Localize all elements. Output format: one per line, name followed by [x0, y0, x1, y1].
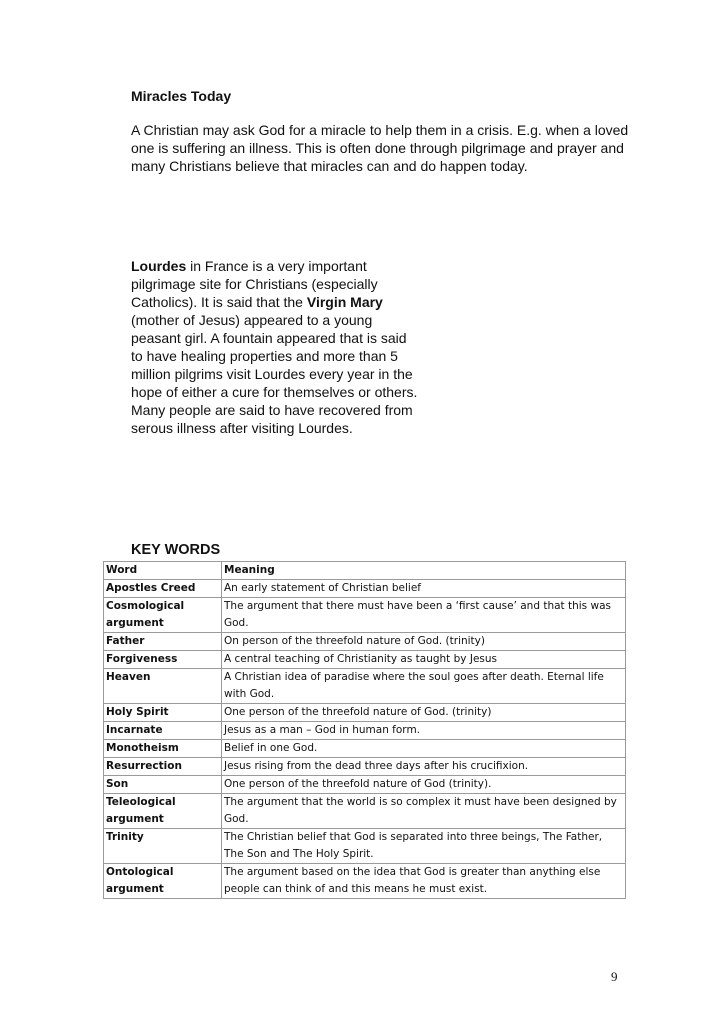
key-word: Incarnate	[104, 722, 222, 740]
intro-paragraph: A Christian may ask God for a miracle to help them in a crisis. E.g. when a loved one is suffering an illness. This is often done through pilgrimage and prayer and many Christians believe that miracles can and do happen today.	[131, 122, 629, 174]
table-row	[104, 598, 626, 633]
table-row	[104, 776, 626, 794]
key-word-meaning: One person of the threefold nature of God. (trinity)	[222, 704, 626, 722]
table-row	[104, 704, 626, 722]
table-row	[104, 722, 626, 740]
key-word-meaning: A Christian idea of paradise where the soul goes after death. Eternal life with God.	[222, 669, 626, 704]
table-row	[104, 740, 626, 758]
key-word-meaning: Belief in one God.	[222, 740, 626, 758]
table-row	[104, 794, 626, 829]
key-word: Trinity	[104, 829, 222, 864]
table-row	[104, 864, 626, 899]
table-row	[104, 669, 626, 704]
lourdes-text-part2: (mother of Jesus) appeared to a young peasant girl. A fountain appeared that is said to have healing properties and more than 5 million pilgrims visit Lourdes every year in the hope of either a cure for themselves or others. Many people are said to have recovered from serous illness after visiting Lourdes.	[131, 312, 418, 436]
virgin-mary-term: Virgin Mary	[306, 294, 383, 310]
key-word-meaning: The argument that there must have been a ‘first cause’ and that this was God.	[222, 598, 626, 633]
lourdes-text-part1: in France is a very important pilgrimage site for Christians (especially Catholics). It is said that the	[131, 258, 378, 310]
key-word-meaning: The argument based on the idea that God is greater than anything else people can think of and this means he must exist.	[222, 864, 626, 899]
key-word-meaning: A central teaching of Christianity as taught by Jesus	[222, 651, 626, 669]
key-word-meaning: Jesus rising from the dead three days after his crucifixion.	[222, 758, 626, 776]
key-word-meaning: An early statement of Christian belief	[222, 580, 626, 598]
header-word: Word	[104, 562, 222, 580]
table-header-row	[104, 562, 626, 580]
key-words-title: KEY WORDS	[131, 542, 221, 558]
key-word: Teleological argument	[104, 794, 222, 829]
section-heading: Miracles Today	[131, 88, 232, 104]
table-row	[104, 758, 626, 776]
table-row	[104, 651, 626, 669]
key-word: Forgiveness	[104, 651, 222, 669]
key-word-meaning: Jesus as a man – God in human form.	[222, 722, 626, 740]
key-word: Cosmological argument	[104, 598, 222, 633]
key-word-meaning: One person of the threefold nature of God (trinity).	[222, 776, 626, 794]
key-word: Resurrection	[104, 758, 222, 776]
key-word-meaning: On person of the threefold nature of God. (trinity)	[222, 633, 626, 651]
key-word: Father	[104, 633, 222, 651]
key-word: Apostles Creed	[104, 580, 222, 598]
key-words-table	[103, 561, 626, 899]
table-row	[104, 829, 626, 864]
key-word-meaning: The Christian belief that God is separated into three beings, The Father, The Son and The Holy Spirit.	[222, 829, 626, 864]
lourdes-paragraph	[131, 257, 421, 437]
header-meaning: Meaning	[222, 562, 626, 580]
key-word: Monotheism	[104, 740, 222, 758]
key-word: Holy Spirit	[104, 704, 222, 722]
lourdes-term: Lourdes	[131, 258, 187, 274]
key-word: Ontological argument	[104, 864, 222, 899]
table-row	[104, 633, 626, 651]
table-row	[104, 580, 626, 598]
key-word: Heaven	[104, 669, 222, 704]
page-number: 9	[611, 969, 618, 984]
key-word-meaning: The argument that the world is so complex it must have been designed by God.	[222, 794, 626, 829]
key-word: Son	[104, 776, 222, 794]
